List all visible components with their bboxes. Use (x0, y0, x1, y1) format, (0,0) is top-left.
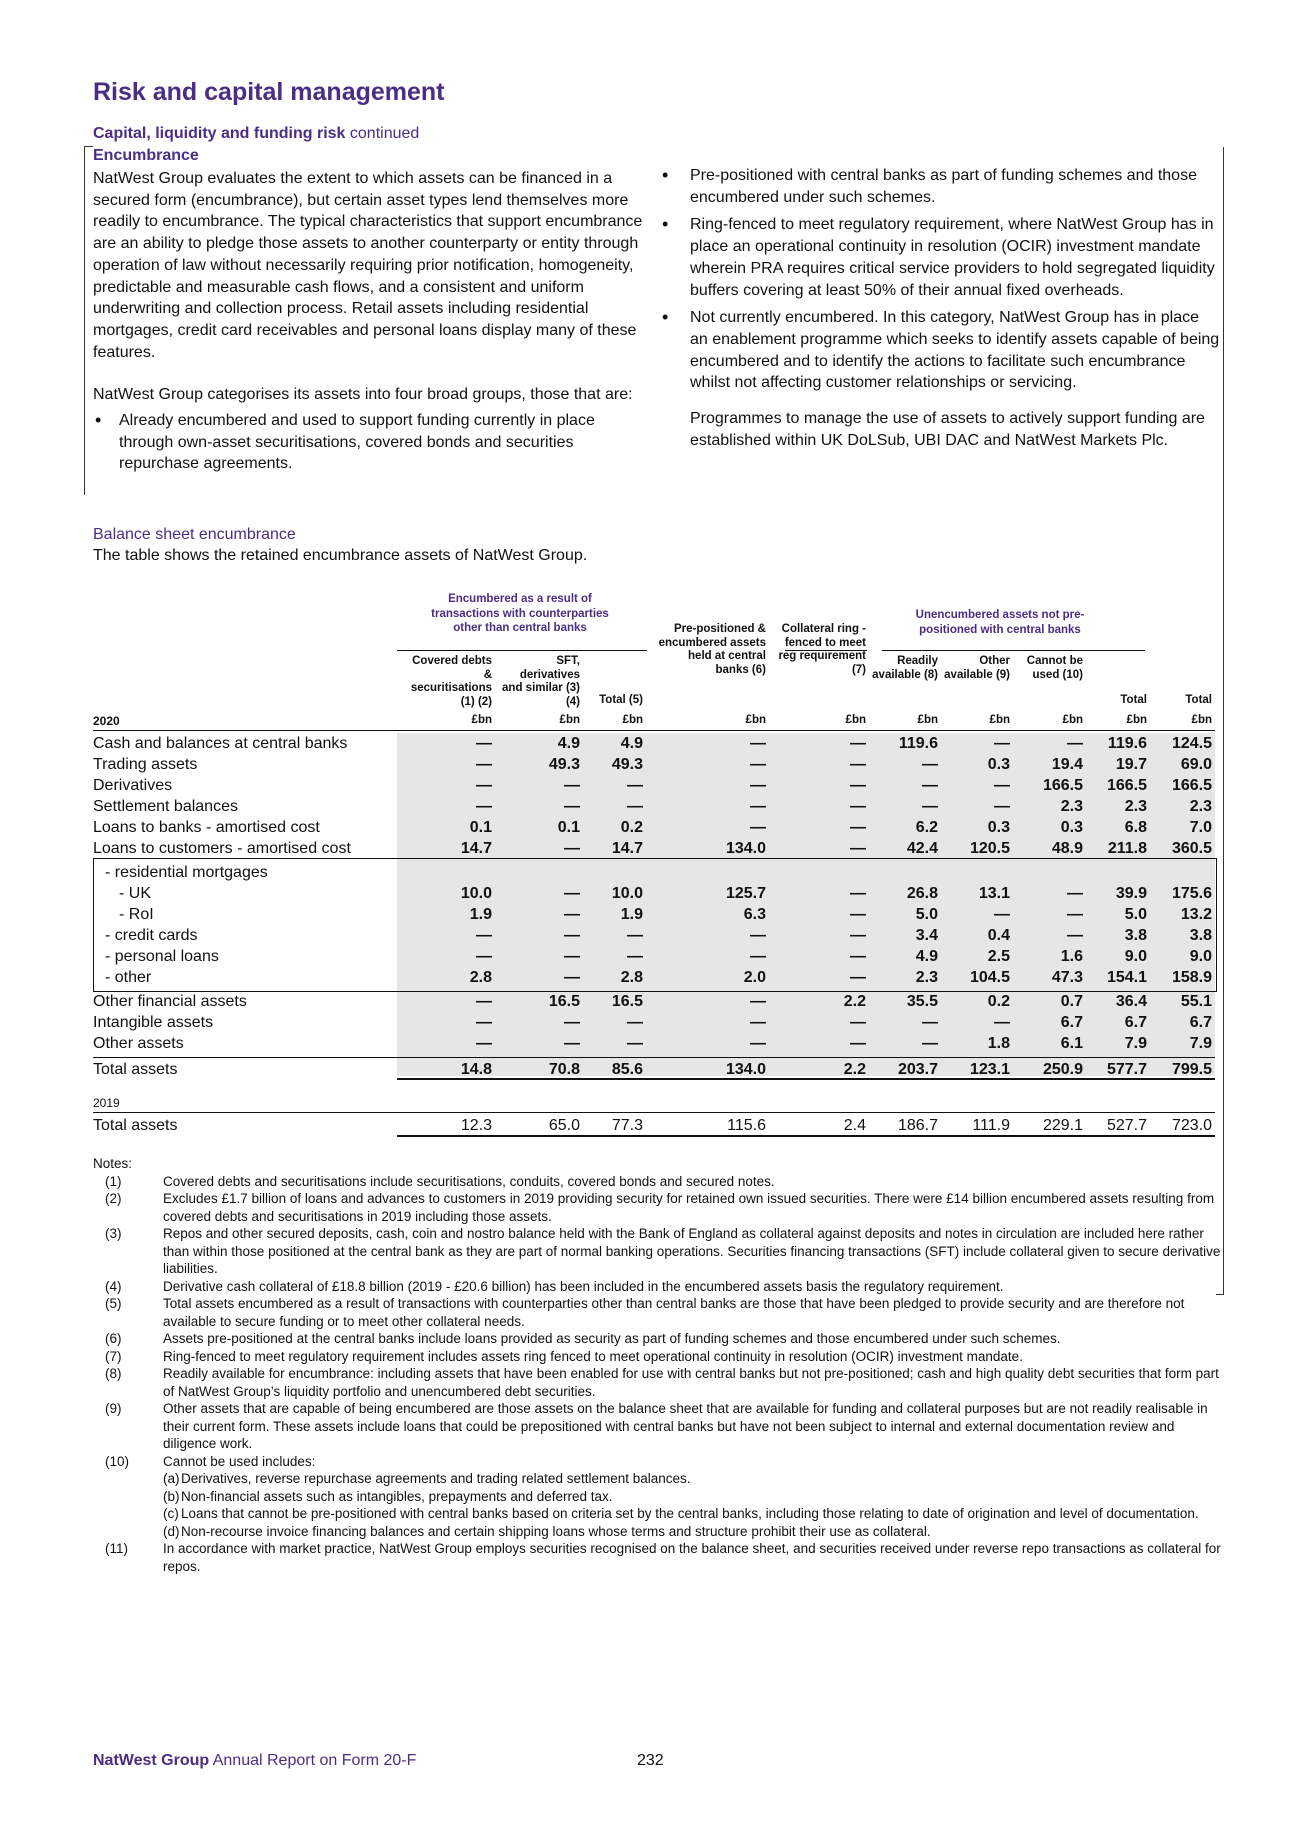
table-cell: 13.2 (1180, 906, 1212, 923)
asset-group-1: • Already encumbered and used to support funding currently in place through own-asset securitisations, covered bonds and securities repurchase agreements. (93, 410, 648, 475)
table-cell: 360.5 (1171, 840, 1212, 857)
table-cell: 0.3 (1060, 819, 1083, 836)
table-cell: 9.0 (1189, 948, 1212, 965)
table-cell: — (850, 819, 866, 836)
table-cell: — (922, 1014, 938, 1031)
note-subitem-text: Non-recourse invoice financing balances and certain shipping loans whose terms and structure prohibit their use as collateral. (181, 1523, 931, 1539)
table-cell: 14.7 (611, 840, 643, 857)
asset-group-2: • Pre-positioned with central banks as part of funding schemes and those encumbered under such schemes. (660, 165, 1220, 208)
table-cell: 2.0 (743, 969, 766, 986)
table-cell: 36.4 (1115, 993, 1147, 1010)
column-unit-10: £bn (1191, 714, 1212, 726)
notes (93, 1155, 1228, 1575)
table-cell: — (850, 927, 866, 944)
table-cell: 5.0 (915, 906, 938, 923)
table-cell: — (476, 993, 492, 1010)
table-cell: — (750, 819, 766, 836)
note-text: Ring-fenced to meet regulatory requirement includes assets ring fenced to meet operational continuity in resolution (OCIR) investment mandate. (163, 1348, 1023, 1364)
footer-report-name: Annual Report on Form 20-F (212, 1752, 417, 1769)
note-number: (1) (105, 1173, 122, 1189)
note-text: Derivative cash collateral of £18.8 billion (2019 - £20.6 billion) has been included in the encumbered assets basis the regulatory requirement. (163, 1278, 1004, 1294)
note-text: Assets pre-positioned at the central banks include loans provided as security as part of funding schemes and those encumbered under such schemes. (163, 1331, 1061, 1346)
row-label: - residential mortgages (105, 864, 268, 881)
table-cell: 119.6 (898, 735, 938, 752)
table-cell: 229.1 (1042, 1117, 1083, 1134)
table-cell: 13.1 (978, 885, 1010, 902)
table-cell: 0.2 (620, 819, 643, 836)
table-cell: 7.0 (1189, 819, 1212, 836)
table-cell: — (476, 927, 492, 944)
table-cell: — (750, 993, 766, 1010)
column-header-3: Total (5) (599, 694, 643, 706)
page-number: 232 (637, 1752, 664, 1769)
table-cell: 85.6 (611, 1061, 643, 1078)
row-label: Derivatives (93, 777, 173, 794)
subheading-continued: continued (349, 125, 420, 142)
table-cell: — (476, 1035, 492, 1052)
total-top-rule (93, 1057, 1215, 1058)
table-cell: 3.4 (915, 927, 938, 944)
table-cell: 0.4 (987, 927, 1010, 944)
table-cell: — (476, 798, 492, 815)
subheading-bold: Capital, liquidity and funding risk (93, 125, 346, 142)
row-label: Cash and balances at central banks (93, 735, 348, 752)
year-label-2020: 2020 (93, 714, 120, 728)
table-cell: 48.9 (1051, 840, 1083, 857)
note-number: (6) (105, 1331, 122, 1346)
table-cell: — (922, 777, 938, 794)
footer-brand: NatWest Group (93, 1752, 210, 1769)
table-cell: — (476, 735, 492, 752)
table-cell: 154.1 (1106, 969, 1147, 986)
table-cell: 2.3 (915, 969, 938, 986)
table-cell: — (922, 756, 938, 773)
note-subitem (163, 1488, 1228, 1506)
column-unit-7: £bn (989, 714, 1010, 726)
note-subitem-text: Loans that cannot be pre-positioned with central banks based on criteria set by the central banks, including those relating to date of origination and level of documentation. (181, 1506, 1199, 1521)
column-header-9: Total (1120, 694, 1147, 706)
table-cell: — (994, 906, 1010, 923)
year-label-2019: 2019 (93, 1096, 120, 1110)
asset-group-3: • Ring-fenced to meet regulatory requirement, where NatWest Group has in place an operational continuity in resolution (OCIR) investment mandate wherein PRA requires critical service providers to hold segregated liquidity buffers covering at least 50% of their annual fixed overheads. (660, 214, 1220, 301)
note-text: Cannot be used includes: (163, 1453, 316, 1469)
table-cell: 0.1 (469, 819, 492, 836)
table-cell: — (564, 948, 580, 965)
page-title: Risk and capital management (93, 78, 445, 106)
table-cell: 16.5 (548, 993, 580, 1010)
table-cell: 6.8 (1124, 819, 1147, 836)
table-cell: 4.9 (557, 735, 580, 752)
table-cell: 125.7 (725, 885, 766, 902)
table-cell: 14.8 (460, 1061, 492, 1078)
table-cell: 6.1 (1060, 1035, 1083, 1052)
table-cell: 250.9 (1042, 1061, 1083, 1078)
table-cell: — (850, 735, 866, 752)
table-cell: 5.0 (1124, 906, 1147, 923)
table-cell: 799.5 (1171, 1061, 1212, 1078)
note-text: Covered debts and securitisations include securitisations, conduits, covered bonds and secured notes. (163, 1173, 775, 1189)
footer-report-title (93, 1752, 416, 1770)
table-cell: 104.5 (969, 969, 1010, 986)
table-cell: — (564, 777, 580, 794)
table-cell: 6.7 (1189, 1014, 1212, 1031)
table-cell: — (850, 969, 866, 986)
note-item (93, 1190, 1228, 1225)
table-cell: 3.8 (1189, 927, 1212, 944)
table-cell: — (564, 1014, 580, 1031)
table-cell: 111.9 (972, 1117, 1010, 1134)
encumbrance-para-1: NatWest Group evaluates the extent to which assets can be financed in a secured form (encumbrance), but certain asset types lend themselves more readily to encumbrance. The typical characteristics that support encumbrance are an ability to pledge those assets to another counterparty or entity through operation of law without necessarily requiring prior notification, homogeneity, predictable and measurable cash flows, and a consistent and uniform underwriting and collection process. Retail assets including residential mortgages, credit card receivables and personal loans display many of these features. (93, 170, 643, 361)
group-underline-encumbered (397, 650, 647, 651)
table-cell: 115.6 (727, 1117, 766, 1134)
table-cell: 2.3 (1124, 798, 1147, 815)
row-label: Intangible assets (93, 1014, 214, 1031)
table-cell: — (476, 777, 492, 794)
table-cell: 6.7 (1060, 1014, 1083, 1031)
note-item (93, 1400, 1228, 1453)
table-cell: 4.9 (915, 948, 938, 965)
table-cell: 6.3 (743, 906, 766, 923)
table-cell: 0.1 (557, 819, 580, 836)
row-label: - other (105, 969, 152, 986)
header-rule (93, 730, 1215, 731)
note-item (93, 1225, 1228, 1278)
note-number: (3) (105, 1226, 122, 1241)
total-bottom-rule (397, 1078, 1215, 1080)
table-cell: — (850, 756, 866, 773)
asset-groups-list-continued (660, 165, 1220, 394)
notes-list (93, 1173, 1228, 1576)
note-number: (10) (105, 1453, 130, 1469)
column-unit-3: £bn (622, 714, 643, 726)
note-subitem-text: Non-financial assets such as intangibles, prepayments and deferred tax. (181, 1488, 613, 1504)
note-subitem-letter: (b) (163, 1488, 180, 1504)
note-number: (11) (105, 1541, 129, 1556)
table-cell: — (850, 840, 866, 857)
table-cell: 35.5 (906, 993, 938, 1010)
table-cell: 0.3 (987, 756, 1010, 773)
table-cell: — (564, 840, 580, 857)
note-text: Excludes £1.7 billion of loans and advances to customers in 2019 providing security for retained own issued securities. There were £14 billion encumbered assets resulting from covered debts and securitisations in 2019 including those assets. (163, 1191, 1215, 1224)
row-label: Settlement balances (93, 798, 238, 815)
section-subheading (93, 125, 419, 143)
table-cell: 2.2 (843, 993, 866, 1010)
table-cell: 166.5 (1171, 777, 1212, 794)
note-subitem-letter: (c) (163, 1506, 179, 1521)
table-cell: 123.1 (969, 1061, 1010, 1078)
table-cell: 577.7 (1106, 1061, 1147, 1078)
table-cell: — (850, 777, 866, 794)
note-number: (9) (105, 1401, 122, 1416)
table-cell: — (1067, 927, 1083, 944)
encumbrance-left-column (93, 168, 648, 475)
table-cell: 12.3 (460, 1117, 492, 1134)
table-cell: 1.9 (620, 906, 643, 923)
column-header-7: Other available (9) (944, 655, 1010, 681)
table-cell: 42.4 (906, 840, 938, 857)
column-unit-5: £bn (845, 714, 866, 726)
table-cell: 7.9 (1124, 1035, 1147, 1052)
table-cell: — (627, 798, 643, 815)
table-cell: — (564, 1035, 580, 1052)
row-label: Total assets (93, 1061, 178, 1078)
table-cell: 124.5 (1171, 735, 1212, 752)
change-bracket-left (84, 146, 93, 495)
encumbrance-right-column (660, 165, 1220, 451)
note-subitem (163, 1523, 1228, 1541)
column-header-6: Readily available (8) (872, 655, 938, 681)
table-cell: 2.8 (469, 969, 492, 986)
note-number: (2) (105, 1191, 122, 1206)
change-bracket-right (1223, 147, 1224, 1295)
note-text: Total assets encumbered as a result of transactions with counterparties other than central banks are those that have been pledged to provide security and are therefore not available to secure funding or to meet other collateral needs. (163, 1296, 1185, 1329)
table-cell: — (476, 1014, 492, 1031)
group-underline-unencumbered (882, 650, 1145, 651)
table-cell: 1.8 (987, 1035, 1010, 1052)
table-cell: — (922, 798, 938, 815)
column-header-1: Covered debts & securitisations (1) (2) (410, 655, 492, 708)
loans-breakdown-box (93, 858, 1217, 992)
table-cell: — (750, 798, 766, 815)
note-item (93, 1540, 1228, 1575)
table-cell: 134.0 (725, 1061, 766, 1078)
table-cell: — (627, 927, 643, 944)
balance-sheet-encumbrance-description: The table shows the retained encumbrance assets of NatWest Group. (93, 547, 588, 564)
note-item (93, 1348, 1228, 1366)
table-cell: 723.0 (1171, 1117, 1212, 1134)
table-cell: — (750, 927, 766, 944)
table-cell: 6.7 (1124, 1014, 1147, 1031)
table-cell: — (850, 798, 866, 815)
table-cell: 16.5 (611, 993, 643, 1010)
note-text: Repos and other secured deposits, cash, coin and nostro balance held with the Bank of England as collateral against deposits and notes in circulation are included here rather than within those positioned at the central bank as they are part of normal banking operations. Securities financing transactions (SFT) include collateral given to secure derivative liabilities. (163, 1226, 1221, 1276)
table-cell: — (1067, 735, 1083, 752)
table-cell: 2.3 (1189, 798, 1212, 815)
note-text: In accordance with market practice, NatWest Group employs securities recognised on the balance sheet, and securities received under reverse repo transactions as collateral for repos. (163, 1541, 1221, 1574)
table-cell: 1.6 (1060, 948, 1083, 965)
table-cell: 49.3 (548, 756, 580, 773)
table-cell: — (850, 948, 866, 965)
row-label: - RoI (119, 906, 154, 923)
column-header-5: Collateral ring - fenced to meet reg requirement (7) (778, 623, 866, 676)
table-cell: 1.9 (469, 906, 492, 923)
note-subitem-text: Derivatives, reverse repurchase agreements and trading related settlement balances. (181, 1471, 691, 1486)
note-number: (5) (105, 1296, 122, 1311)
table-cell: 211.8 (1107, 840, 1147, 857)
row-label: Total assets (93, 1117, 178, 1134)
row-label: Loans to banks - amortised cost (93, 819, 320, 836)
table-cell: 166.5 (1106, 777, 1147, 794)
note-subitem-letter: (d) (163, 1523, 180, 1539)
note-item (93, 1453, 1228, 1541)
table-cell: — (627, 948, 643, 965)
table-cell: 158.9 (1171, 969, 1212, 986)
table-cell: — (750, 1014, 766, 1031)
note-item (93, 1295, 1228, 1330)
table-cell: — (564, 969, 580, 986)
table-cell: — (564, 906, 580, 923)
table-cell: 19.7 (1115, 756, 1147, 773)
note-text: Other assets that are capable of being encumbered are those assets on the balance sheet that are available for funding and collateral purposes but are not readily realisable in their current form. These assets include loans that could be prepositioned with central banks but have not been subject to internal and external documentation review and diligence work. (163, 1401, 1208, 1451)
note-item (93, 1173, 1228, 1191)
group-header-unencumbered: Unencumbered assets not pre-positioned with central banks (915, 609, 1085, 636)
table-cell: — (750, 1035, 766, 1052)
note-item (93, 1278, 1228, 1296)
table-cell: 0.2 (987, 993, 1010, 1010)
table-cell: — (850, 1014, 866, 1031)
column-unit-4: £bn (745, 714, 766, 726)
row-label: Other assets (93, 1035, 184, 1052)
note-subitem-letter: (a) (163, 1471, 180, 1486)
column-unit-2: £bn (559, 714, 580, 726)
table-cell: — (627, 777, 643, 794)
table-cell: — (1067, 885, 1083, 902)
column-unit-9: £bn (1126, 714, 1147, 726)
table-cell: — (564, 798, 580, 815)
note-item (93, 1365, 1228, 1400)
table-cell: 2.3 (1060, 798, 1083, 815)
table-cell: 7.9 (1189, 1035, 1212, 1052)
table-cell: 4.9 (620, 735, 643, 752)
note-number: (4) (105, 1278, 122, 1294)
table-cell: 166.5 (1042, 777, 1083, 794)
total-2019-bottom-rule (397, 1135, 1215, 1137)
column-header-10: Total (1185, 694, 1212, 706)
table-cell: 6.2 (915, 819, 938, 836)
table-cell: — (1067, 906, 1083, 923)
note-number: (8) (105, 1366, 122, 1381)
table-cell: — (850, 1035, 866, 1052)
table-cell: — (750, 735, 766, 752)
table-cell: — (627, 1014, 643, 1031)
year-2019-rule (93, 1112, 1215, 1113)
table-cell: 65.0 (548, 1117, 580, 1134)
encumbrance-para-2: NatWest Group categorises its assets into four broad groups, those that are: (93, 386, 633, 404)
table-cell: 0.7 (1060, 993, 1083, 1010)
table-cell: 203.7 (897, 1061, 938, 1078)
table-cell: 10.0 (460, 885, 492, 902)
row-label: - personal loans (105, 948, 219, 965)
row-label: Other financial assets (93, 993, 247, 1010)
note-number: (7) (105, 1348, 122, 1364)
row-label: Loans to customers - amortised cost (93, 840, 351, 857)
note-item (93, 1330, 1228, 1348)
table-cell: — (994, 777, 1010, 794)
table-cell: — (564, 927, 580, 944)
table-cell: 47.3 (1051, 969, 1083, 986)
column-header-8: Cannot be used (10) (1026, 655, 1083, 681)
table-cell: 10.0 (611, 885, 643, 902)
table-cell: — (476, 756, 492, 773)
row-label: - credit cards (105, 927, 198, 944)
table-cell: — (994, 1014, 1010, 1031)
row-label: - UK (119, 885, 151, 902)
table-cell: 3.8 (1124, 927, 1147, 944)
column-unit-8: £bn (1062, 714, 1083, 726)
table-cell: — (564, 885, 580, 902)
table-cell: 19.4 (1051, 756, 1083, 773)
table-cell: 26.8 (906, 885, 938, 902)
table-cell: — (994, 798, 1010, 815)
table-cell: 134.0 (725, 840, 766, 857)
table-cell: 70.8 (548, 1061, 580, 1078)
table-cell: — (750, 948, 766, 965)
asset-groups-list (93, 410, 648, 475)
table-cell: 2.5 (987, 948, 1010, 965)
column-header-4: Pre-positioned & encumbered assets held at central banks (6) (658, 623, 766, 676)
programmes-para: Programmes to manage the use of assets to actively support funding are established within UK DoLSub, UBI DAC and NatWest Markets Plc. (690, 410, 1205, 449)
table-cell: 9.0 (1124, 948, 1147, 965)
table-cell: 14.7 (460, 840, 492, 857)
table-cell: — (476, 948, 492, 965)
table-cell: — (750, 777, 766, 794)
table-cell: — (750, 756, 766, 773)
table-cell: 49.3 (611, 756, 643, 773)
table-cell: 2.4 (843, 1117, 866, 1134)
encumbrance-heading: Encumbrance (93, 147, 199, 164)
table-cell: — (850, 906, 866, 923)
table-cell: 119.6 (1107, 735, 1147, 752)
table-cell: — (627, 1035, 643, 1052)
table-cell: 120.5 (969, 840, 1010, 857)
table-cell: 186.7 (897, 1117, 938, 1134)
table-cell: — (994, 735, 1010, 752)
table-cell: — (850, 885, 866, 902)
note-subitem (163, 1470, 1228, 1488)
table-cell: — (922, 1035, 938, 1052)
table-cell: 39.9 (1115, 885, 1147, 902)
group-header-encumbered: Encumbered as a result of transactions with counterparties other than central banks (431, 593, 609, 634)
row-label: Trading assets (93, 756, 198, 773)
asset-group-4: • Not currently encumbered. In this category, NatWest Group has in place an enablement programme which seeks to identify assets capable of being encumbered and to identify the actions to facilitate such encumbrance whilst not affecting customer relationships or servicing. (660, 307, 1220, 394)
note-text: Readily available for encumbrance: including assets that have been enabled for use with central banks but not pre-positioned; cash and high quality debt securities that form part of NatWest Group’s liquidity portfolio and unencumbered debt securities. (163, 1366, 1219, 1399)
note-subitem (163, 1505, 1228, 1523)
table-cell: 69.0 (1180, 756, 1212, 773)
notes-title: Notes: (93, 1156, 133, 1171)
table-cell: 77.3 (611, 1117, 643, 1134)
table-cell: 175.6 (1171, 885, 1212, 902)
table-cell: 2.2 (843, 1061, 866, 1078)
column-unit-6: £bn (917, 714, 938, 726)
balance-sheet-encumbrance-heading: Balance sheet encumbrance (93, 526, 296, 543)
table-cell: 527.7 (1106, 1117, 1147, 1134)
table-cell: 0.3 (987, 819, 1010, 836)
table-cell: 55.1 (1180, 993, 1212, 1010)
column-header-2: SFT, derivatives and similar (3) (4) (502, 655, 580, 708)
column-unit-1: £bn (471, 714, 492, 726)
table-cell: 2.8 (620, 969, 643, 986)
